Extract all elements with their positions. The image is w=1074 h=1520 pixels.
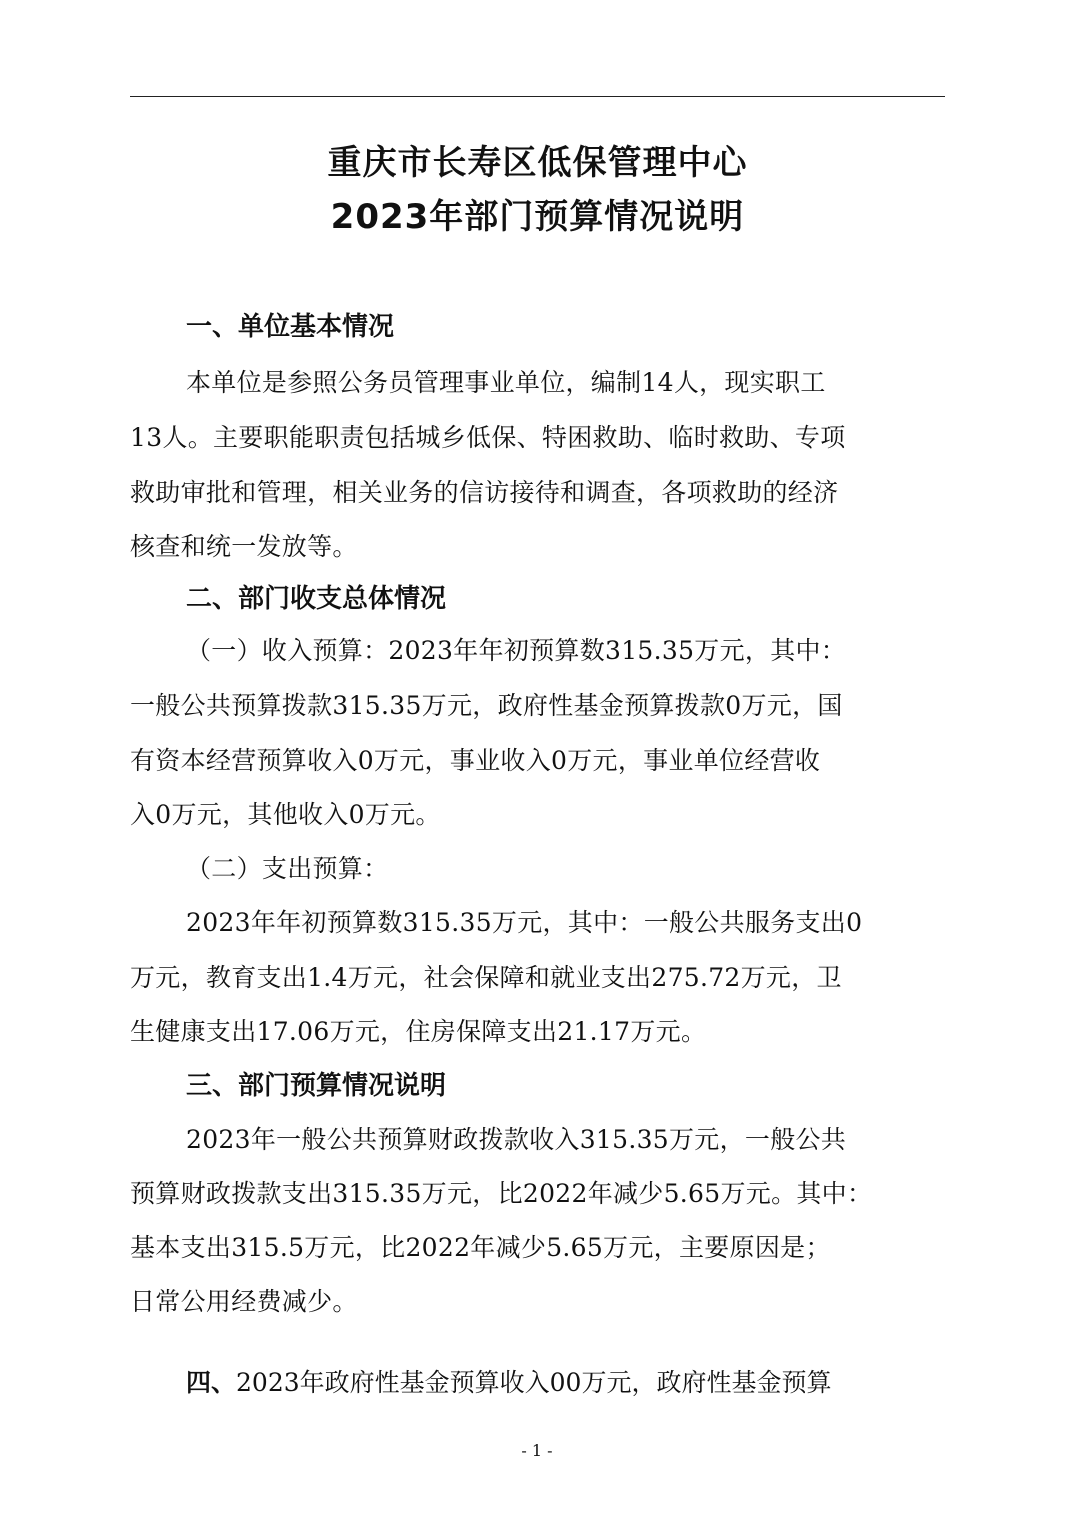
document-title-line-1: 重庆市长寿区低保管理中心 — [327, 143, 748, 183]
expense-heading: （二）支出预算： — [186, 854, 389, 883]
income-line: （一）收入预算：2023年年初预算数315.35万元，其中： — [186, 636, 847, 665]
header-rule — [130, 96, 945, 97]
section-3-line: 日常公用经费减少。 — [130, 1287, 358, 1316]
expense-line: 生健康支出17.06万元，住房保障支出21.17万元。 — [130, 1017, 707, 1046]
section-1-line: 核查和统一发放等。 — [130, 532, 358, 561]
section-4-lead: 四、 — [186, 1368, 237, 1397]
section-1-line: 13人。主要职能职责包括城乡低保、特困救助、临时救助、专项 — [130, 423, 846, 452]
section-3-heading: 三、部门预算情况说明 — [186, 1071, 447, 1101]
expense-line: 2023年年初预算数315.35万元，其中：一般公共服务支出0 — [186, 908, 863, 937]
expense-line: 万元，教育支出1.4万元，社会保障和就业支出275.72万元，卫 — [130, 963, 842, 992]
section-1-line: 救助审批和管理，相关业务的信访接待和调查，各项救助的经济 — [130, 478, 839, 507]
section-2-heading: 二、部门收支总体情况 — [186, 584, 447, 614]
section-4-line — [186, 1366, 946, 1400]
section-4-text: 2023年政府性基金预算收入00万元，政府性基金预算 — [236, 1368, 832, 1397]
section-3-line: 基本支出315.5万元，比2022年减少5.65万元，主要原因是； — [130, 1233, 831, 1262]
section-1-line: 本单位是参照公务员管理事业单位，编制14人，现实职工 — [186, 368, 826, 397]
section-1-heading: 一、单位基本情况 — [186, 312, 395, 342]
document-title-line-2: 2023年部门预算情况说明 — [330, 197, 745, 237]
income-line: 有资本经营预算收入0万元，事业收入0万元，事业单位经营收 — [130, 746, 821, 775]
income-line: 一般公共预算拨款315.35万元，政府性基金预算拨款0万元，国 — [130, 691, 843, 720]
section-3-line: 2023年一般公共预算财政拨款收入315.35万元，一般公共 — [186, 1125, 847, 1154]
income-line: 入0万元，其他收入0万元。 — [130, 800, 441, 829]
page-number: - 1 - — [521, 1441, 553, 1460]
section-3-line: 预算财政拨款支出315.35万元，比2022年减少5.65万元。其中： — [130, 1179, 873, 1208]
